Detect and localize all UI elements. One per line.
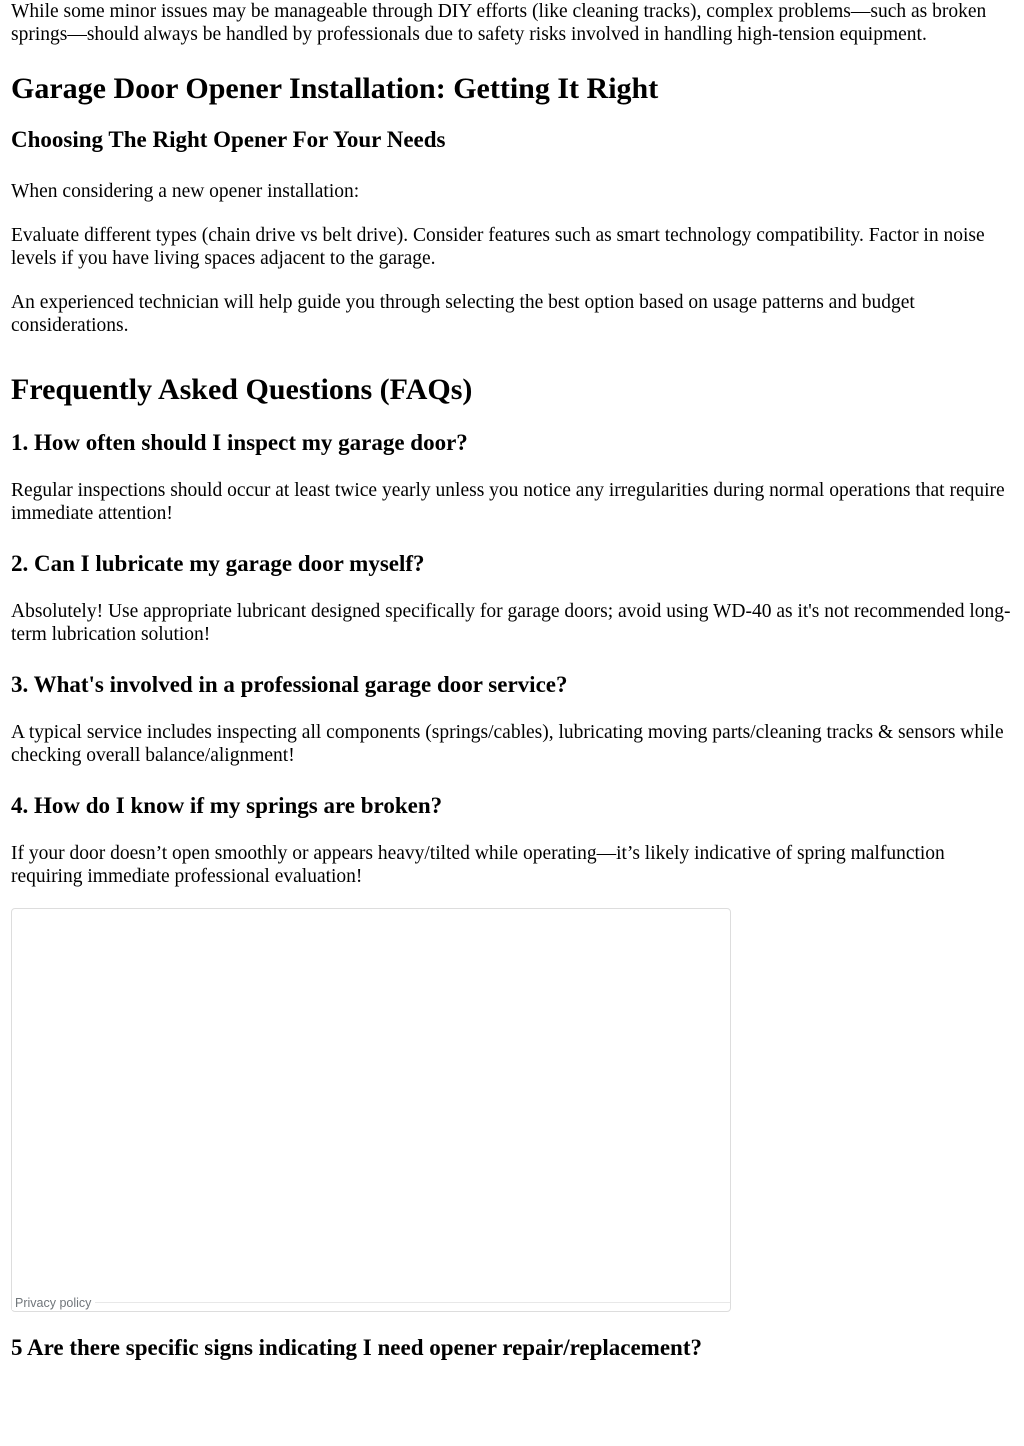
opener-paragraph: When considering a new opener installation:: [11, 181, 360, 202]
opener-installation-heading: Garage Door Opener Installation: Getting It Right: [11, 72, 659, 105]
faq-answer: A typical service includes inspecting all components (springs/cables), lubricating moving parts/cleaning tracks & sensors while checking overall balance/alignment!: [11, 722, 1004, 766]
embedded-map-frame[interactable]: [11, 908, 731, 1312]
faq-question: 4. How do I know if my springs are broken?: [11, 793, 443, 818]
faq-question: 5 Are there specific signs indicating I need opener repair/replacement?: [11, 1335, 702, 1360]
faq-answer: Regular inspections should occur at least twice yearly unless you notice any irregularities during normal operations that require immediate attention!: [11, 480, 1005, 524]
privacy-policy-link[interactable]: Privacy policy: [12, 1296, 95, 1310]
choosing-opener-subheading: Choosing The Right Opener For Your Needs: [11, 127, 446, 152]
embed-footer: [12, 1294, 730, 1311]
embed-divider: [95, 1302, 730, 1303]
faq-question: 2. Can I lubricate my garage door myself?: [11, 551, 425, 576]
opener-paragraph: Evaluate different types (chain drive vs belt drive). Consider features such as smart technology compatibility. Factor in noise levels if you have living spaces adjacent to the garage.: [11, 225, 985, 269]
faq-question: 1. How often should I inspect my garage door?: [11, 430, 468, 455]
faq-answer: Absolutely! Use appropriate lubricant designed specifically for garage doors; avoid using WD-40 as it's not recommended long-term lubrication solution!: [11, 601, 1011, 645]
intro-paragraph: While some minor issues may be manageable through DIY efforts (like cleaning tracks), complex problems—such as broken springs—should always be handled by professionals due to safety risks involved in handling high-tension equipment.: [11, 1, 987, 45]
opener-paragraph: An experienced technician will help guide you through selecting the best option based on usage patterns and budget considerations.: [11, 292, 915, 336]
faq-answer: If your door doesn’t open smoothly or appears heavy/tilted while operating—it’s likely indicative of spring malfunction requiring immediate professional evaluation!: [11, 843, 945, 887]
faq-question: 3. What's involved in a professional garage door service?: [11, 672, 568, 697]
faq-heading: Frequently Asked Questions (FAQs): [11, 373, 473, 406]
